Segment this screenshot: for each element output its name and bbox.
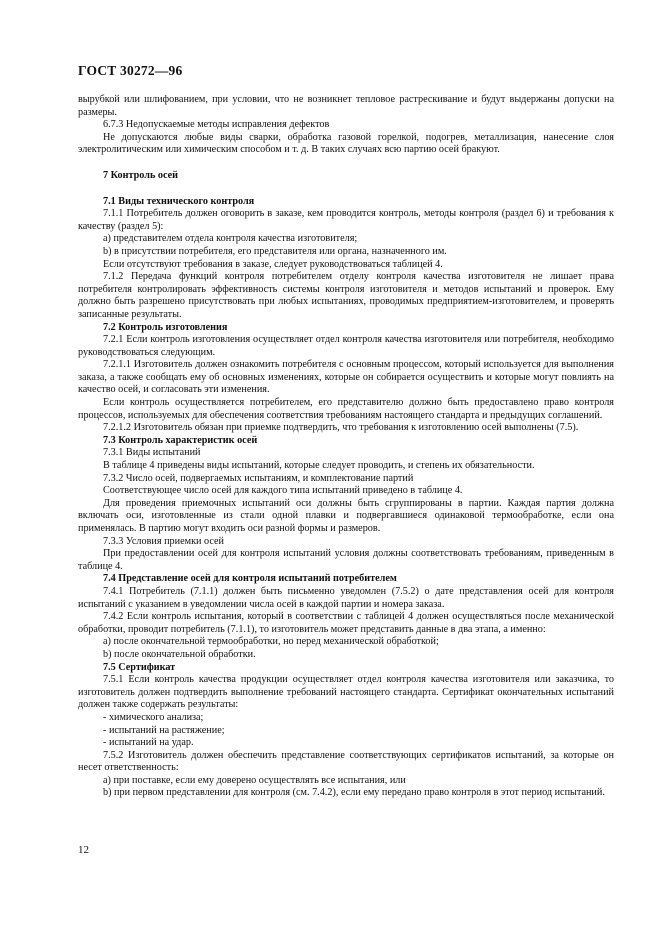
body-paragraph: 7.4.2 Если контроль испытания, который в соответствии с таблицей 4 должен осуществляться после механической обработки, проводит потребитель (7.1.1), то изготовитель может представить данные в два этапа, а именно: [78, 611, 614, 635]
body-paragraph: Не допускаются любые виды сварки, обработка газовой горелкой, подогрев, металлизация, нанесение слоя электролитическим или химическим способом и т. д. В таких случаях всю партию осей бракуют. [78, 131, 614, 156]
body-paragraph: 7.3.2 Число осей, подвергаемых испытаниям, и комплектование партий [103, 472, 414, 484]
body-paragraph: - испытаний на растяжение; [103, 724, 225, 736]
page-header-title: ГОСТ 30272—96 [78, 63, 183, 78]
section-heading: 7 Контроль осей [103, 169, 179, 181]
subsection-heading: 7.1 Виды технического контроля [103, 195, 255, 207]
body-paragraph: 7.2.1.2 Изготовитель обязан при приемке подтвердить, что требования к изготовлению осей выполнены (7.5). [103, 422, 579, 434]
body-paragraph: 7.5.1 Если контроль качества продукции осуществляет отдел контроля качества изготовителя или заказчика, то изготовитель должен подтвердить выполнение требований настоящего стандарта. Сертификат окончательных испытаний должен также содержать результаты: [78, 674, 614, 711]
body-paragraph: b) после окончательной обработки. [103, 648, 256, 660]
body-paragraph: 7.5.2 Изготовитель должен обеспечить представление соответствующих сертификатов испытаний, за которые он несет ответственность: [78, 749, 614, 774]
body-paragraph: - химического анализа; [103, 711, 204, 723]
body-paragraph: a) при поставке, если ему доверено осуществлять все испытания, или [103, 774, 406, 786]
subsection-heading: 7.3 Контроль характеристик осей [103, 434, 258, 446]
body-paragraph: a) после окончательной термообработки, но перед механической обработкой; [103, 636, 439, 648]
subsection-heading: 7.2 Контроль изготовления [103, 321, 228, 333]
body-paragraph: - испытаний на удар. [103, 737, 194, 749]
subsection-heading: 7.4 Представление осей для контроля испытаний потребителем [103, 573, 397, 585]
body-paragraph: 6.7.3 Недопускаемые методы исправления дефектов [103, 119, 330, 131]
body-paragraph: Если контроль осуществляется потребителем, его представителю должно быть предоставлено право контроля процессов, используемых для обеспечения соответствия требованиям настоящего стандарта и предыдущих соглашений. [78, 397, 614, 421]
body-paragraph: 7.2.1 Если контроль изготовления осуществляет отдел контроля качества изготовителя или потребителя, необходимо руководствоваться следующим. [78, 334, 614, 358]
body-paragraph: 7.3.3 Условия приемки осей [103, 535, 224, 547]
body-paragraph: При предоставлении осей для контроля испытаний условия должны соответствовать требованиям, приведенным в таблице 4. [78, 548, 614, 572]
document-body [78, 94, 614, 800]
page-number: 12 [78, 844, 89, 856]
body-paragraph: 7.2.1.1 Изготовитель должен ознакомить потребителя с основным процессом, который используется для выполнения заказа, а также сообщать ему об основных изменениях, которые он собирается осуществить и которые могут повлиять на качество осей, и согласовать эти изменения. [78, 359, 614, 396]
body-paragraph: В таблице 4 приведены виды испытаний, которые следует проводить, и степень их обязательности. [103, 460, 535, 472]
body-paragraph: 7.4.1 Потребитель (7.1.1) должен быть письменно уведомлен (7.5.2) о дате представления осей для контроля испытаний с указанием в уведомлении числа осей в каждой партии и номера заказа. [78, 585, 614, 610]
body-paragraph: a) представителем отдела контроля качества изготовителя; [103, 233, 358, 245]
subsection-heading: 7.5 Сертификат [103, 661, 176, 673]
body-paragraph: Для проведения приемочных испытаний оси должны быть сгруппированы в партии. Каждая партия должна включать оси, изготовленные из стали одной плавки и подвергавшиеся одинаковой термообработке, если она применялась. В партию могут входить оси разной формы и размеров. [78, 497, 614, 534]
body-paragraph: 7.1.1 Потребитель должен оговорить в заказе, кем проводится контроль, методы контроля (раздел 6) и требования к качеству (раздел 5): [78, 208, 614, 232]
body-paragraph: вырубкой или шлифованием, при условии, что не возникнет тепловое растрескивание и будут выдержаны допуски на размеры. [78, 94, 614, 118]
body-paragraph: b) при первом представлении для контроля (см. 7.4.2), если ему передано право контроля в этот период испытаний. [103, 787, 605, 799]
body-paragraph: b) в присутствии потребителя, его представителя или органа, назначенного им. [103, 245, 447, 257]
body-paragraph: Соответствующее число осей для каждого типа испытаний приведено в таблице 4. [103, 485, 463, 497]
body-paragraph: 7.3.1 Виды испытаний [103, 447, 201, 459]
body-paragraph: Если отсутствуют требования в заказе, следует руководствоваться таблицей 4. [103, 258, 443, 270]
body-paragraph: 7.1.2 Передача функций контроля потребителем отделу контроля качества изготовителя не лишает права потребителя контролировать эффективность системы контроля изготовителя и методов испытаний и проверок. Ему должно быть разрешено присутствовать при любых испытаниях, проводимых предприятием-изготовителем, и проверять записанные результаты. [78, 271, 614, 320]
